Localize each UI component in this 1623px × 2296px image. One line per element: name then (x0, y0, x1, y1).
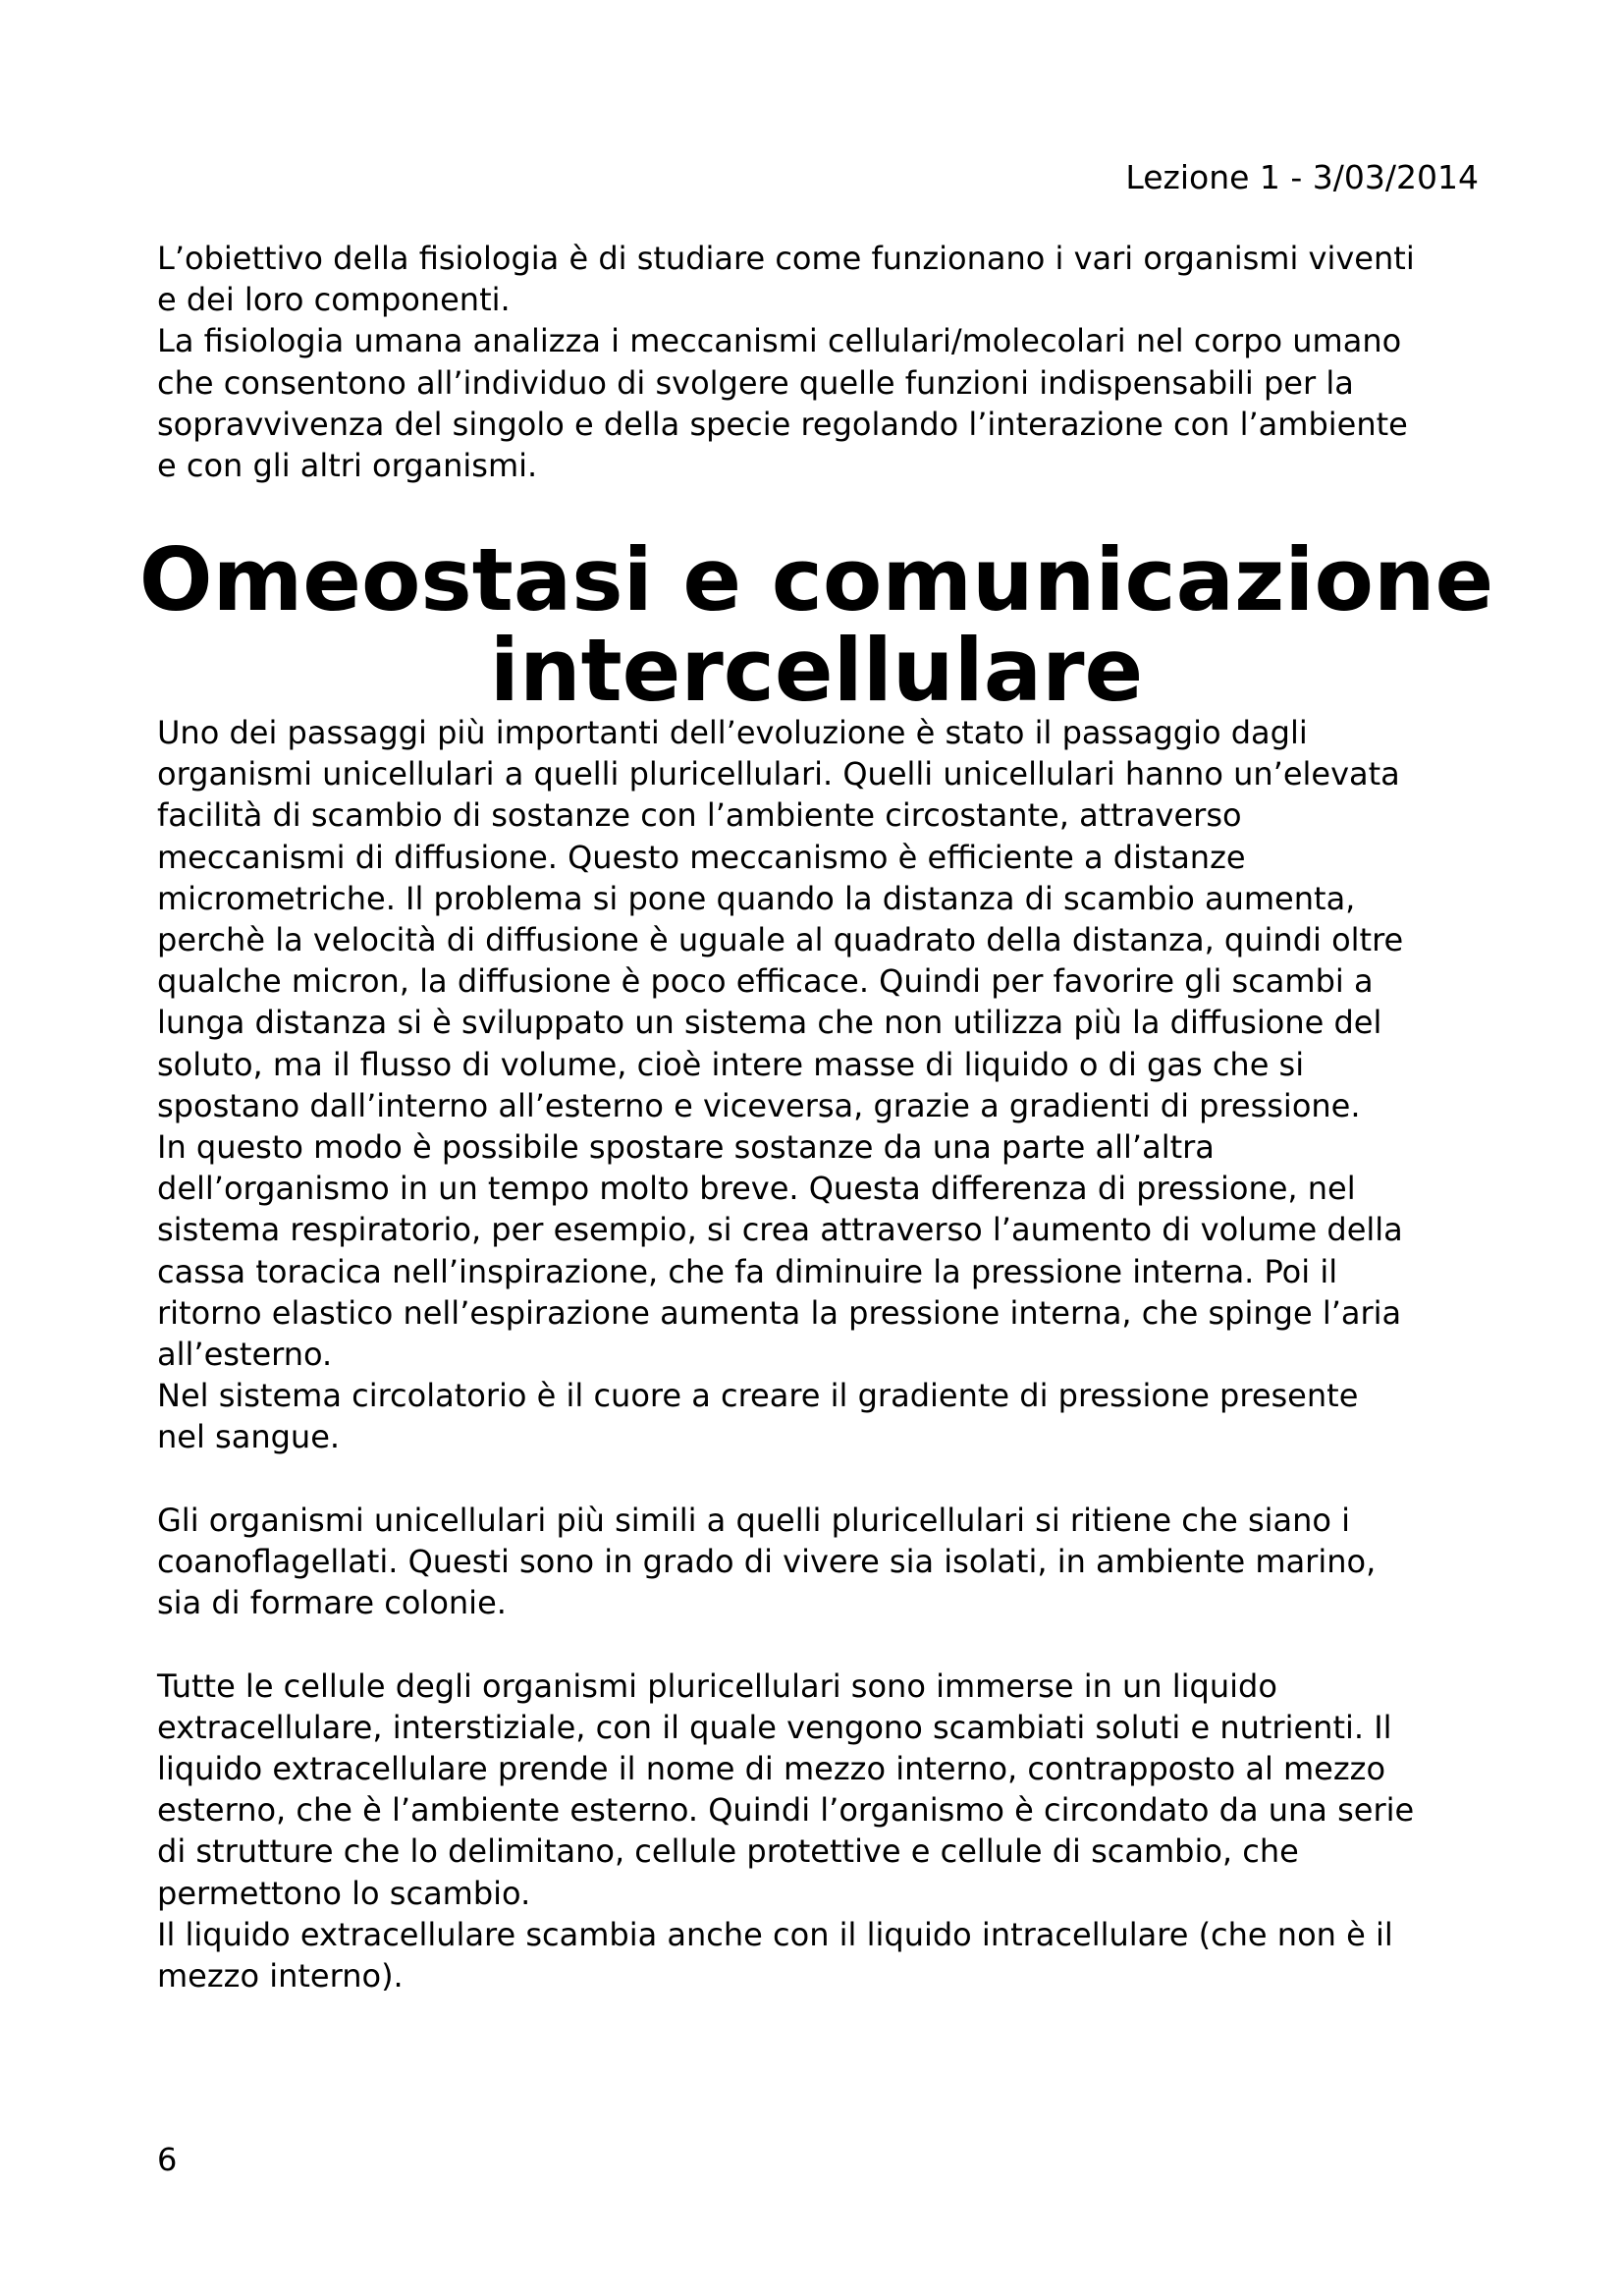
text-line: sopravvivenza del singolo e della specie regolando l’interazione con l’ambiente (157, 405, 1408, 443)
paragraph-spacer (157, 1458, 1483, 1500)
text-line: nel sangue. (157, 1418, 341, 1456)
text-line: spostano dall’interno all’esterno e viceversa, grazie a gradienti di pressione. (157, 1086, 1361, 1124)
section-title-line-2: intercellulare (489, 620, 1144, 721)
text-line: permettono lo scambio. (157, 1874, 531, 1912)
text-line: di strutture che lo delimitano, cellule protettive e cellule di scambio, che (157, 1832, 1299, 1871)
text-line: qualche micron, la diffusione è poco efficace. Quindi per favorire gli scambi a (157, 962, 1374, 1001)
text-line: micrometriche. Il problema si pone quando la distanza di scambio aumenta, (157, 879, 1356, 917)
text-line: che consentono all’individuo di svolgere quelle funzioni indispensabili per la (157, 363, 1354, 402)
text-line: Uno dei passaggi più importanti dell’evoluzione è stato il passaggio dagli (157, 714, 1308, 751)
paragraph-coanoflagellati (157, 1500, 1483, 1624)
text-line: La fisiologia umana analizza i meccanismi cellulari/molecolari nel corpo umano (157, 322, 1402, 360)
intro-paragraph (157, 238, 1483, 486)
text-line: facilità di scambio di sostanze con l’ambiente circostante, attraverso (157, 796, 1242, 835)
text-line: sia di formare colonie. (157, 1584, 507, 1622)
main-text (157, 712, 1483, 1996)
text-line: Gli organismi unicellulari più simili a quelli pluricellulari si ritiene che siano i (157, 1501, 1351, 1539)
paragraph-evolution (157, 712, 1483, 1458)
text-line: ritorno elastico nell’espirazione aumenta la pressione interna, che spinge l’aria (157, 1293, 1402, 1332)
text-line: liquido extracellulare prende il nome di mezzo interno, contrapposto al mezzo (157, 1750, 1386, 1788)
text-line: all’esterno. (157, 1336, 333, 1374)
text-line: lunga distanza si è sviluppato un sistema che non utilizza più la diffusione del (157, 1004, 1382, 1042)
section-title-line-1: Omeostasi e comunicazione (138, 529, 1494, 630)
text-line: L’obiettivo della fisiologia è di studiare come funzionano i vari organismi viventi (157, 240, 1415, 277)
text-line: sistema respiratorio, per esempio, si crea attraverso l’aumento di volume della (157, 1211, 1403, 1249)
text-line: soluto, ma il flusso di volume, cioè intere masse di liquido o di gas che si (157, 1045, 1305, 1083)
page-number: 6 (157, 2141, 178, 2178)
paragraph-mezzo-interno (157, 1666, 1483, 1997)
text-line: meccanismi di diffusione. Questo meccanismo è efficiente a distanze (157, 838, 1246, 876)
text-line: Tutte le cellule degli organismi pluricellulari sono immerse in un liquido (157, 1667, 1277, 1705)
text-line: mezzo interno). (157, 1957, 404, 1995)
text-line: dell’organismo in un tempo molto breve. Questa differenza di pressione, nel (157, 1170, 1356, 1208)
lecture-header: Lezione 1 - 3/03/2014 (1125, 158, 1479, 196)
text-line: esterno, che è l’ambiente esterno. Quindi l’organismo è circondato da una serie (157, 1791, 1415, 1830)
text-line: coanoflagellati. Questi sono in grado di vivere sia isolati, in ambiente marino, (157, 1543, 1377, 1581)
text-line: Nel sistema circolatorio è il cuore a creare il gradiente di pressione presente (157, 1377, 1359, 1415)
text-line: e con gli altri organismi. (157, 447, 538, 485)
section-title (98, 529, 1535, 721)
text-line: Il liquido extracellulare scambia anche con il liquido intracellulare (che non è il (157, 1915, 1393, 1953)
text-line: perchè la velocità di diffusione è uguale al quadrato della distanza, quindi oltre (157, 921, 1404, 959)
paragraph-spacer (157, 1623, 1483, 1665)
text-line: e dei loro componenti. (157, 281, 511, 319)
text-line: organismi unicellulari a quelli pluricellulari. Quelli unicellulari hanno un’elevata (157, 755, 1400, 793)
text-line: cassa toracica nell’inspirazione, che fa diminuire la pressione interna. Poi il (157, 1252, 1338, 1290)
text-line: In questo modo è possibile spostare sostanze da una parte all’altra (157, 1128, 1215, 1167)
text-line: extracellulare, interstiziale, con il quale vengono scambiati soluti e nutrienti. Il (157, 1708, 1392, 1746)
